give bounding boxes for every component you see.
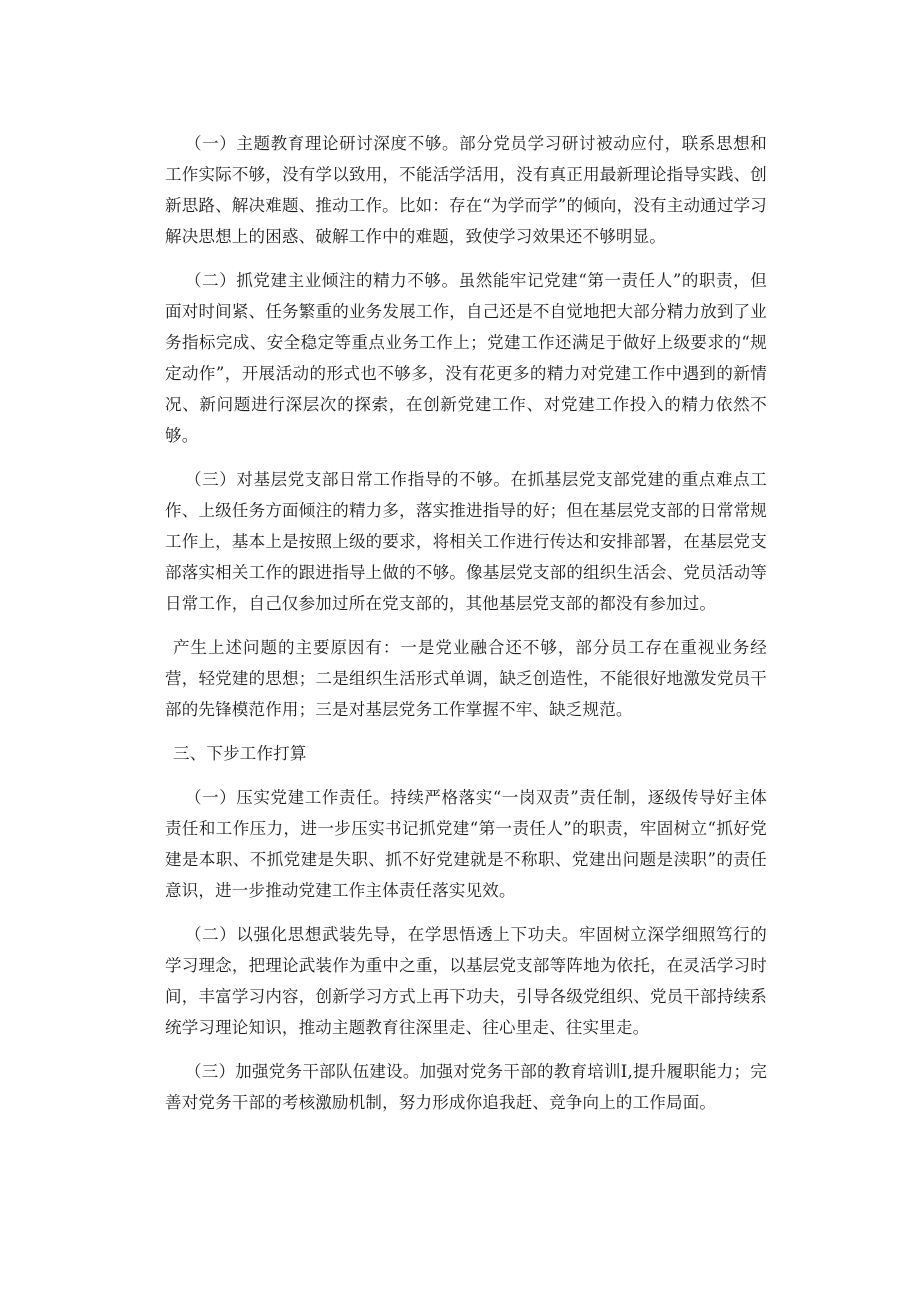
- paragraph-party-building-energy: （二）抓党建主业倾注的精力不够。虽然能牢记党建“第一责任人”的职责，但面对时间紧、任务繁重的业务发展工作，自己还是不自觉地把大部分精力放到了业务指标完成、安全稳定等重点业务工作上；党建工作还满足于做好上级要求的“规定动作”，开展活动的形式也不够多，没有花更多的精力对党建工作中遇到的新情况、新问题进行深层次的探索，在创新党建工作、对党建工作投入的精力依然不够。: [165, 271, 767, 445]
- paragraph-ideological-study: （二）以强化思想武装先导，在学思悟透上下功夫。牢固树立深学细照笃行的学习理念，把理论武装作为重中之重，以基层党支部等阵地为依托，在灵活学习时间，丰富学习内容，创新学习方式上再下功夫，引导各级党组织、党员干部持续系统学习理论知识，推动主题教育往深里走、往心里走、往实里走。: [165, 925, 767, 1037]
- section-heading-next-steps: 三、下步工作打算: [173, 744, 307, 763]
- paragraph-branch-guidance: （三）对基层党支部日常工作指导的不够。在抓基层党支部党建的重点难点工作、上级任务方面倾注的精力多，落实推进指导的好；但在基层党支部的日常常规工作上，基本上是按照上级的要求，将相关工作进行传达和安排部署，在基层党支部落实相关工作的跟进指导上做的不够。像基层党支部的组织生活会、党员活动等日常工作，自己仅参加过所在党支部的，其他基层党支部的都没有参加过。: [165, 470, 767, 613]
- document-body: [165, 128, 767, 1131]
- paragraph-responsibility: （一）压实党建工作责任。持续严格落实“一岗双责”责任制，逐级传导好主体责任和工作压力，进一步压实书记抓党建“第一责任人”的职责，牢固树立“抓好党建是本职、不抓党建是失职、抓不好党建就是不称职、党建出问题是渎职”的责任意识，进一步推动党建工作主体责任落实见效。: [165, 788, 767, 900]
- paragraph-cadre-building: （三）加强党务干部队伍建设。加强对党务干部的教育培训I,提升履职能力；完善对党务干部的考核激励机制，努力形成你追我赶、竞争向上的工作局面。: [165, 1062, 767, 1112]
- paragraph-theme-education-depth: （一）主题教育理论研讨深度不够。部分党员学习研讨被动应付，联系思想和工作实际不够，没有学以致用，不能活学活用，没有真正用最新理论指导实践、创新思路、解决难题、推动工作。比如：存在“为学而学”的倾向，没有主动通过学习解决思想上的困惑、破解工作中的难题，致使学习效果还不够明显。: [165, 134, 767, 246]
- paragraph-root-causes: 产生上述问题的主要原因有：一是党业融合还不够，部分员工存在重视业务经营，轻党建的思想；二是组织生活形式单调，缺乏创造性，不能很好地激发党员干部的先锋模范作用；三是对基层党务工作掌握不牢、缺乏规范。: [165, 638, 767, 719]
